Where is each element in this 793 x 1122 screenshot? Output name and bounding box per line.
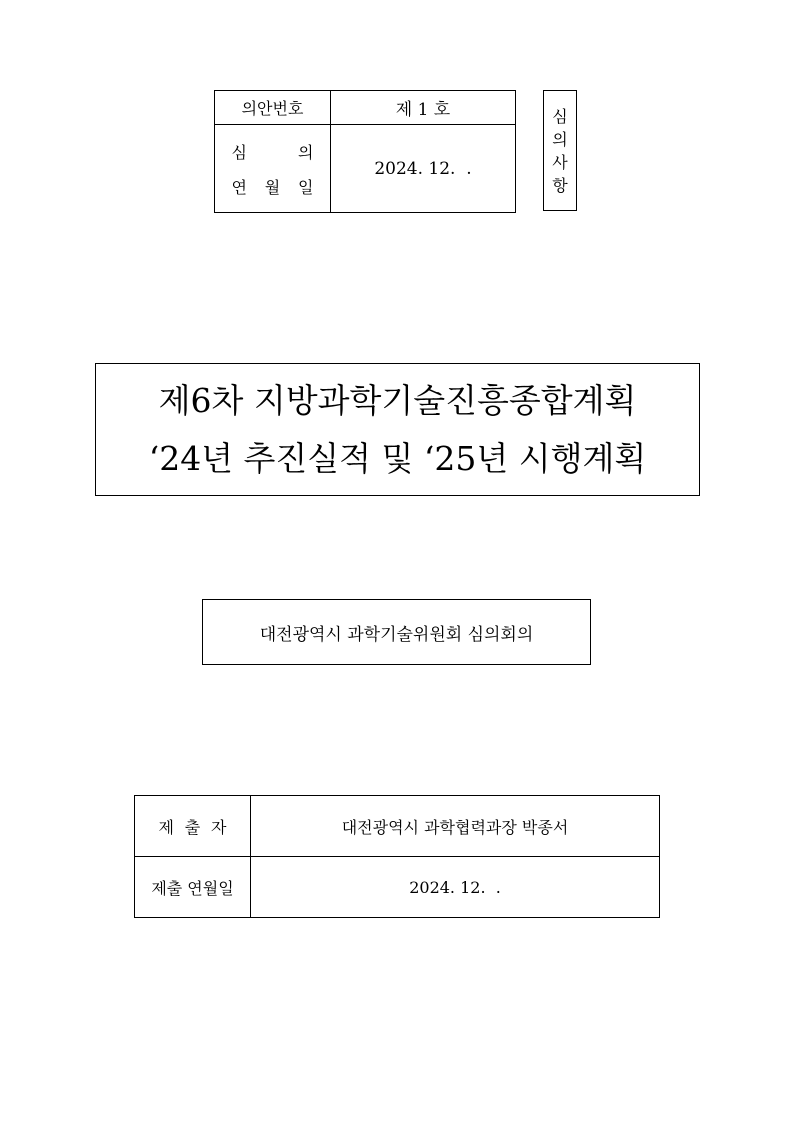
agenda-number-label: 의안번호: [215, 91, 331, 125]
submission-date-value: 2024. 12. .: [251, 857, 660, 918]
submitter-value: 대전광역시 과학협력과장 박종서: [251, 796, 660, 857]
category-char: 의: [552, 129, 568, 149]
review-date-label: [215, 125, 331, 213]
submission-date-label: 제출 연월일: [135, 857, 251, 918]
category-box: [543, 90, 577, 211]
title-line-2: ‘24년 추진실적 및 ‘25년 시행계획: [148, 438, 647, 478]
meeting-name-box: [202, 599, 591, 665]
title-line-1: 제6차 지방과학기술진흥종합계획: [158, 380, 637, 420]
category-char: 사: [552, 152, 568, 172]
review-date-label-line2: 연 월 일: [231, 177, 314, 197]
review-date-value: 2024. 12. .: [331, 125, 516, 213]
agenda-info-table: [214, 90, 516, 213]
submitter-label: 제 출 자: [135, 796, 251, 857]
submission-info-table: [134, 795, 660, 918]
review-date-label-line1: 심 의: [231, 142, 314, 162]
category-char: 심: [552, 106, 568, 126]
submission-date-row: [135, 857, 660, 918]
agenda-number-row: [215, 91, 516, 125]
submitter-row: [135, 796, 660, 857]
review-date-row: [215, 125, 516, 213]
category-char: 항: [552, 175, 568, 195]
agenda-number-value: 제 1 호: [331, 91, 516, 125]
meeting-name: 대전광역시 과학기술위원회 심의회의: [259, 624, 534, 645]
document-title-box: [95, 363, 700, 496]
